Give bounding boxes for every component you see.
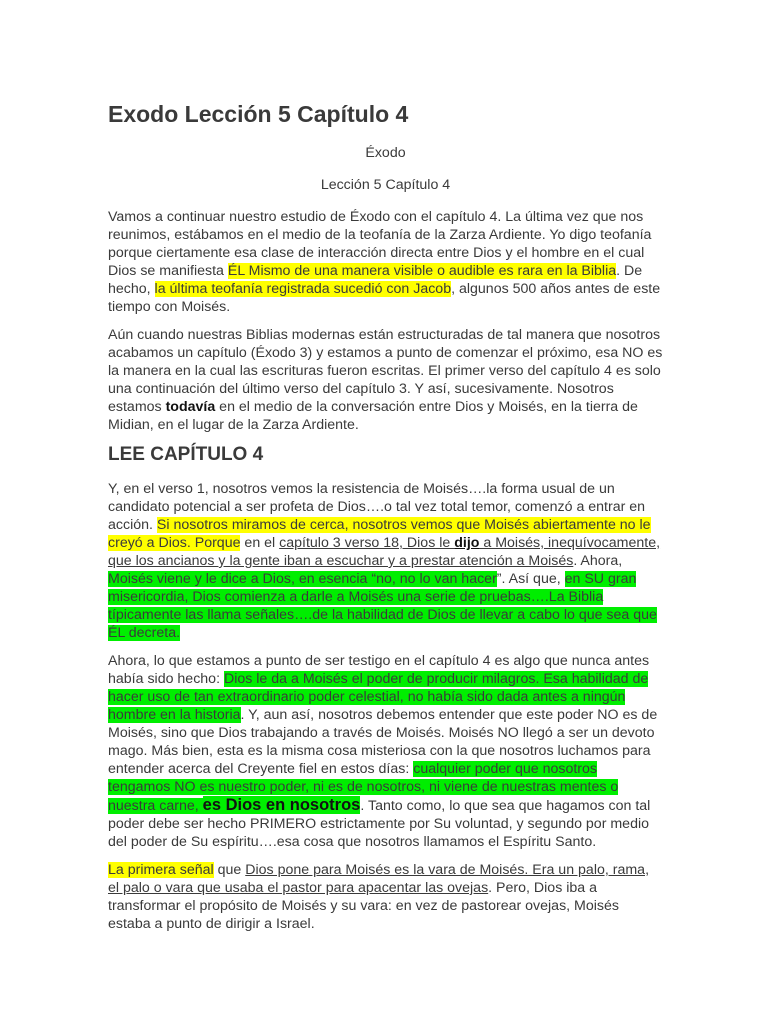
page-title: Exodo Lección 5 Capítulo 4 xyxy=(108,101,409,127)
highlight-green: Dios le da a Moisés el poder de producir milagros. Esa habilidad de hacer uso de tan extraordinario poder celestial, no había sido dada antes a ningún hombre en la historia xyxy=(108,671,649,723)
text-run: Ahora, lo que estamos a punto de ser testigo en el capítulo 4 es algo que nunca antes había sido hecho: xyxy=(108,653,650,687)
bold-text: todavía xyxy=(165,399,216,415)
text-run: . Tanto como, lo que sea que hagamos con tal poder debe ser hecho PRIMERO estrictamente por Su voluntad, y segundo por medio del poder de Su espíritu….esa cosa que nosotros llamamos el Espíritu Santo. xyxy=(108,798,651,850)
text-run: . Pero, Dios iba a transformar el propósito de Moisés y su vara: en vez de pastorear ovejas, Moisés estaba a punto de dirigir a Israel. xyxy=(108,880,619,932)
text-run: . De hecho, xyxy=(108,263,643,297)
highlight-yellow: Si nosotros miramos de cerca, nosotros vemos que Moisés abiertamente no le creyó a Dios. Porque xyxy=(108,517,651,551)
highlight-green: en SU gran misericordia, Dios comienza a darle a Moisés una serie de pruebas….La Biblia típicamente las llama señales….de la habilidad de Dios de llevar a cabo lo que sea que ÉL decreta. xyxy=(108,571,657,641)
highlight-yellow: ÉL Mismo de una manera visible o audible es rara en la Biblia xyxy=(227,263,617,279)
highlight-yellow: La primera señal xyxy=(108,862,214,878)
text-run: ”. Así que, xyxy=(496,571,565,587)
underlined-text: a Moisés, inequívocamente, que los ancianos y la gente iban a escuchar y a prestar atención a Moisés xyxy=(108,535,661,569)
paragraph-4 xyxy=(108,652,663,851)
text-run: Y, en el verso 1, nosotros vemos la resistencia de Moisés….la forma usual de un candidato potencial a ser profeta de Dios….o tal vez total temor, comenzó a entrar en acción. xyxy=(108,481,646,533)
highlight-green: Moisés viene y le dice a Dios, en esencia “no, no lo van hacer xyxy=(108,571,497,587)
text-run: en el medio de la conversación entre Dios y Moisés, en la tierra de Midian, en el lugar de la Zarza Ardiente. xyxy=(108,399,638,433)
text-run: , algunos 500 años antes de este tiempo con Moisés. xyxy=(108,281,661,315)
subtitle-book: Éxodo xyxy=(365,145,406,161)
paragraph-5 xyxy=(108,861,663,933)
highlight-yellow: la última teofanía registrada sucedió con Jacob xyxy=(154,281,452,297)
text-run: . Ahora, xyxy=(573,553,623,569)
underlined-text: Dios pone para Moisés es la vara de Moisés. Era un palo, rama, el palo o vara que usaba el pastor para apacentar las ovejas xyxy=(108,862,650,896)
underlined-text: capítulo 3 verso 18, Dios le xyxy=(279,535,455,551)
document-content xyxy=(108,100,663,943)
paragraph-2 xyxy=(108,326,663,434)
text-run: Aún cuando nuestras Biblias modernas están estructuradas de tal manera que nosotros acabamos un capítulo (Éxodo 3) y estamos a punto de comenzar el próximo, esa NO es la manera en la cual las escrituras fueron escritas. El primer verso del capítulo 4 es solo una continuación del último verso del capítulo 3. Y así, sucesivamente. Nosotros estamos xyxy=(108,327,663,415)
section-heading: LEE CAPÍTULO 4 xyxy=(108,444,264,465)
subtitle-lesson: Lección 5 Capítulo 4 xyxy=(320,177,451,193)
highlight-green-bold: es Dios en nosotros xyxy=(202,796,361,814)
highlight-green: cualquier poder que nosotros tengamos NO es nuestro poder, ni es de nosotros, ni viene de nuestras mentes o nuestra carne, xyxy=(108,761,619,814)
text-run: Vamos a continuar nuestro estudio de Éxodo con el capítulo 4. La última vez que nos reunimos, estábamos en el medio de la teofanía de la Zarza Ardiente. Yo digo teofanía porque ciertamente esa clase de interacción directa entre Dios y el hombre en el cual Dios se manifiesta xyxy=(108,209,652,279)
bold-underlined-text: dijo xyxy=(454,535,480,551)
text-run: . Y, aun así, nosotros debemos entender que este poder NO es de Moisés, sino que Dios trabajando a través de Moisés. Moisés NO llegó a ser un devoto mago. Más bien, esta es la misma cosa misteriosa con la que nosotros luchamos para entender acerca del Creyente fiel en estos días: xyxy=(108,707,658,777)
paragraph-1 xyxy=(108,208,663,316)
text-run: que xyxy=(213,862,246,878)
text-run: en el xyxy=(240,535,280,551)
paragraph-3 xyxy=(108,480,663,642)
